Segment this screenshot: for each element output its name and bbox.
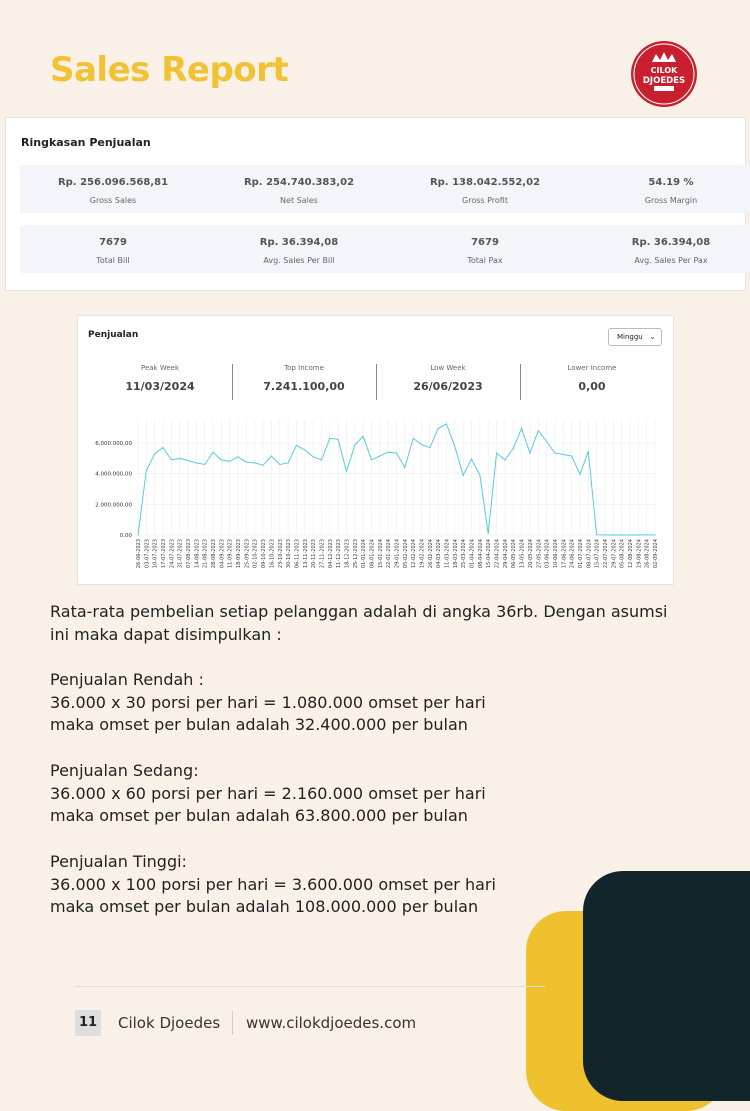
footer-divider [75,986,545,987]
data-point [563,454,564,455]
sales-summary-card [5,117,746,291]
x-tick-label: 07-08-2023 [186,539,193,569]
x-tick-label: 18-09-2023 [236,539,243,569]
data-point [171,459,172,460]
data-point [404,467,405,468]
x-tick-label: 15-01-2024 [377,539,384,569]
data-point [596,534,597,535]
stat-value: 7679 [471,237,499,248]
data-point [237,456,238,457]
data-point [146,470,147,471]
x-tick-label: 06-05-2024 [511,539,518,569]
high-sales-block [50,851,496,919]
x-tick-label: 17-07-2023 [161,539,168,569]
x-tick-label: 22-07-2024 [602,539,609,569]
mid-sales-block [50,760,486,828]
data-point [346,471,347,472]
x-tick-label: 08-04-2024 [477,539,484,569]
data-point [654,534,655,535]
x-tick-label: 25-09-2023 [244,539,251,569]
data-point [371,459,372,460]
kpi-lower-income [520,364,664,393]
page-number: 11 [75,1010,101,1036]
x-tick-label: 13-11-2023 [302,539,309,569]
stat-value: Rp. 254.740.383,02 [243,177,355,188]
stat-label: Avg. Sales Per Pax [634,256,708,265]
data-point [579,474,580,475]
data-point [162,447,163,448]
x-tick-label: 09-10-2023 [261,539,268,569]
high-sales-calc: 36.000 x 100 porsi per hari = 3.600.000 omset per hari [50,874,496,894]
x-tick-label: 05-02-2024 [402,539,409,569]
x-tick-label: 11-12-2023 [336,539,343,569]
stat-label: Total Pax [467,256,503,265]
x-tick-label: 15-04-2024 [486,539,493,569]
footer-separator [232,1011,233,1035]
x-tick-label: 05-08-2024 [619,539,626,569]
data-point [646,534,647,535]
data-point [379,455,380,456]
data-point [613,534,614,535]
intro-line-2: ini maka dapat disimpulkan : [50,624,282,644]
stat-value: Rp. 138.042.552,02 [429,177,541,188]
sales-line-chart [78,416,673,584]
period-select[interactable] [608,328,662,346]
low-sales-month: maka omset per bulan adalah 32.400.000 per bulan [50,715,468,734]
x-tick-label: 22-04-2024 [494,539,501,569]
data-point [212,452,213,453]
data-point [179,458,180,459]
stat-value: Rp. 36.394,08 [259,237,339,248]
stat-label: Gross Margin [644,196,698,205]
stat-gross-sales [20,165,206,213]
x-tick-label: 03-06-2024 [544,539,551,569]
y-tick-label: 0,00 [119,533,132,539]
data-point [229,461,230,462]
stat-label: Net Sales [280,196,318,205]
high-sales-title: Penjualan Tinggi: [50,852,187,871]
data-point [504,459,505,460]
x-tick-label: 27-11-2023 [319,539,326,569]
brand-logo [630,40,698,108]
x-tick-label: 24-06-2024 [569,539,576,569]
kpi-value: 7.241.100,00 [263,380,345,393]
kpi-label: Lower Income [567,364,617,372]
data-point [538,430,539,431]
kpi-value: 0,00 [578,380,606,393]
stat-avg-sales-per-pax [578,225,750,273]
data-point [496,452,497,453]
data-point [338,439,339,440]
intro-line-1: Rata-rata pembelian setiap pelanggan adalah di angka 36rb. Dengan asumsi [50,602,668,621]
kpi-label: Low Week [430,364,466,372]
intro-paragraph [50,601,705,646]
data-point [329,438,330,439]
data-point [354,445,355,446]
x-tick-label: 26-06-2023 [136,539,142,569]
x-tick-label: 20-11-2023 [311,539,318,569]
mid-sales-calc: 36.000 x 60 porsi per hari = 2.160.000 omset per hari [50,783,486,803]
data-point [271,455,272,456]
stat-label: Avg. Sales Per Bill [263,256,335,265]
x-tick-label: 25-12-2023 [352,539,359,569]
period-select-value: Minggu [617,333,643,341]
data-point [413,438,414,439]
data-point [621,534,622,535]
x-tick-label: 29-04-2024 [502,539,509,569]
x-tick-label: 23-10-2023 [277,539,284,569]
data-point [196,462,197,463]
data-point [471,459,472,460]
x-tick-label: 11-03-2024 [444,539,451,569]
x-tick-label: 02-09-2024 [653,539,659,569]
data-point [521,428,522,429]
stat-gross-profit [392,165,578,213]
x-tick-label: 26-02-2024 [427,539,434,569]
data-point [363,436,364,437]
x-tick-label: 13-05-2024 [519,539,526,569]
data-point [638,534,639,535]
chart-title: Penjualan [88,330,139,340]
x-tick-label: 29-01-2024 [394,539,401,569]
y-tick-label: 2.000.000,00 [95,502,132,509]
data-point [446,423,447,424]
footer-url: www.cilokdjoedes.com [246,1014,417,1032]
x-tick-label: 19-08-2024 [636,539,643,569]
stat-label: Gross Profit [462,196,508,205]
high-sales-month: maka omset per bulan adalah 108.000.000 per bulan [50,897,479,916]
data-point [296,445,297,446]
stat-label: Gross Sales [89,196,137,205]
data-point [588,451,589,452]
x-tick-label: 21-08-2023 [202,539,209,569]
x-tick-label: 18-03-2024 [452,539,459,569]
x-tick-label: 30-10-2023 [286,539,293,569]
kpi-value: 26/06/2023 [413,380,483,393]
x-tick-label: 04-12-2023 [327,539,334,569]
kpi-value: 11/03/2024 [125,380,195,393]
low-sales-block [50,669,486,737]
data-point [546,441,547,442]
x-tick-label: 31-07-2023 [177,539,184,569]
stat-total-bill [20,225,206,273]
x-tick-label: 08-01-2024 [369,539,376,569]
stat-gross-margin [578,165,750,213]
kpi-label: Top Income [284,364,324,372]
data-point [204,464,205,465]
chevron-down-icon: ⌄ [649,332,656,341]
x-tick-label: 14-08-2023 [194,539,201,569]
stat-net-sales [206,165,392,213]
page-title: Sales Report [50,50,289,90]
stat-value: 7679 [99,237,127,248]
x-tick-label: 01-01-2024 [361,539,368,569]
data-point [388,452,389,453]
x-tick-label: 04-09-2023 [219,539,226,569]
data-point [479,475,480,476]
x-tick-label: 04-03-2024 [436,539,443,569]
data-point [137,534,138,535]
data-point [513,448,514,449]
data-point [279,464,280,465]
data-point [254,462,255,463]
data-point [321,459,322,460]
x-tick-label: 22-01-2024 [386,539,393,569]
kpi-top-income [232,364,376,393]
x-tick-label: 01-04-2024 [469,539,476,569]
x-tick-label: 01-07-2024 [577,539,584,569]
stat-value: Rp. 36.394,08 [631,237,711,248]
x-tick-label: 06-11-2023 [294,539,301,569]
stat-label: Total Bill [96,256,130,265]
x-tick-label: 02-10-2023 [252,539,259,569]
x-tick-label: 17-06-2024 [561,539,568,569]
logo-text-2: DJOEDES [642,76,686,86]
stat-total-pax [392,225,578,273]
x-tick-label: 28-08-2023 [211,539,218,569]
x-tick-label: 15-07-2024 [594,539,601,569]
stat-value: Rp. 256.096.568,81 [57,177,169,188]
kpi-label: Peak Week [140,364,180,372]
data-point [429,447,430,448]
data-point [287,462,288,463]
data-point [187,460,188,461]
mid-sales-title: Penjualan Sedang: [50,761,199,780]
data-point [221,459,222,460]
x-tick-label: 11-09-2023 [227,539,234,569]
low-sales-calc: 36.000 x 30 porsi per hari = 1.080.000 omset per hari [50,692,486,712]
x-tick-label: 27-05-2024 [536,539,543,569]
x-tick-label: 20-05-2024 [527,539,534,569]
x-tick-label: 12-02-2024 [411,539,418,569]
summary-title: Ringkasan Penjualan [21,136,151,149]
x-tick-label: 18-12-2023 [344,539,351,569]
footer-brand: Cilok Djoedes [118,1014,221,1032]
data-point [454,446,455,447]
data-point [463,475,464,476]
x-tick-label: 12-08-2024 [627,539,634,569]
sales-chart-card [77,315,674,585]
x-tick-label: 03-07-2023 [144,539,151,569]
y-tick-label: 4.000.000,00 [95,471,132,478]
low-sales-title: Penjualan Rendah : [50,670,204,689]
kpi-low-week [376,364,520,393]
data-point [571,455,572,456]
data-point [438,428,439,429]
stat-value: 54.19 % [648,177,694,188]
data-point [604,534,605,535]
data-point [421,444,422,445]
x-tick-label: 10-07-2023 [152,539,159,569]
x-tick-label: 08-07-2024 [586,539,593,569]
data-point [154,453,155,454]
x-tick-label: 25-03-2024 [461,539,468,569]
data-point [554,452,555,453]
data-point [529,452,530,453]
data-point [246,462,247,463]
x-tick-label: 19-02-2024 [419,539,426,569]
logo-text-1: CILOK [650,66,678,75]
mid-sales-month: maka omset per bulan adalah 63.800.000 per bulan [50,806,468,825]
stat-avg-sales-per-bill [206,225,392,273]
decorative-dark-shape [583,871,750,1101]
data-point [304,449,305,450]
x-tick-label: 24-07-2023 [169,539,176,569]
x-tick-label: 10-06-2024 [552,539,559,569]
data-point [488,533,489,534]
data-point [629,534,630,535]
data-point [313,456,314,457]
x-tick-label: 16-10-2023 [269,539,276,569]
x-tick-label: 29-07-2024 [611,539,618,569]
x-tick-label: 26-08-2024 [644,539,651,569]
data-point [396,452,397,453]
y-tick-label: 6.000.000,00 [95,441,132,447]
kpi-peak-week [88,364,232,393]
data-point [262,465,263,466]
